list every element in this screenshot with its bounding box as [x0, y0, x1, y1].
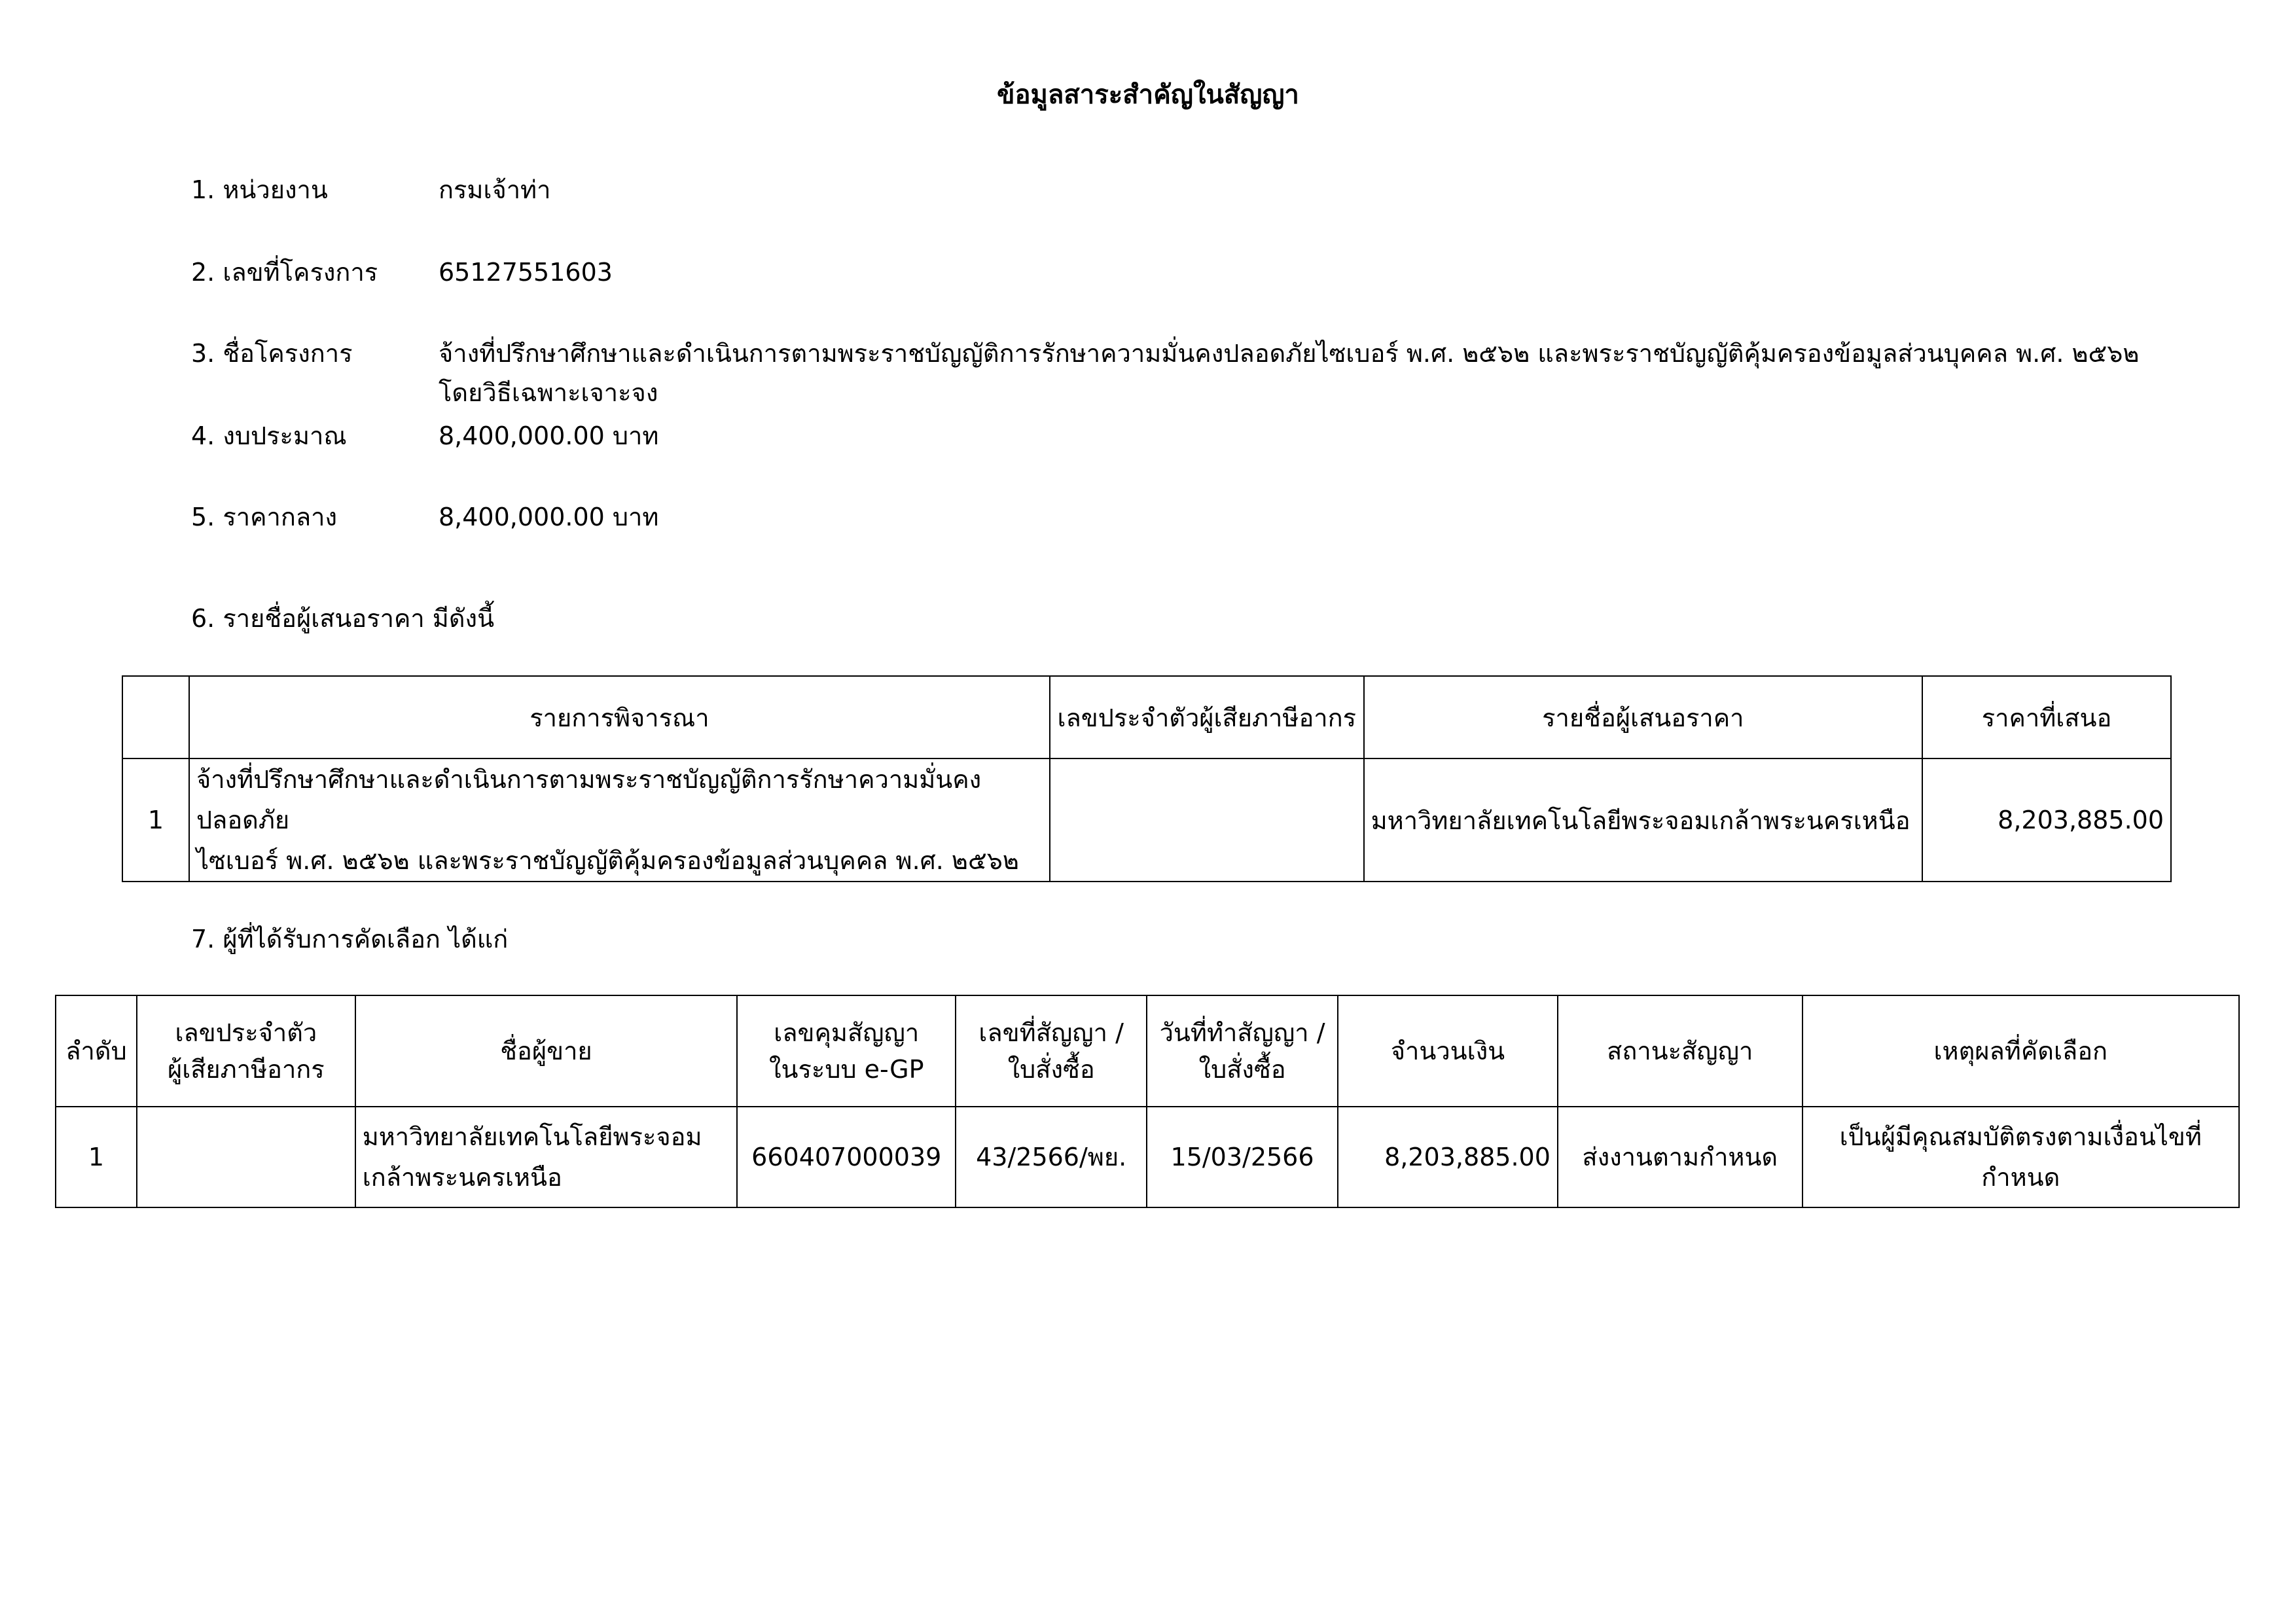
- cell-status: ส่งงานตามกำหนด: [1558, 1107, 1803, 1207]
- column-header-contract-no: [956, 995, 1147, 1107]
- column-header-bidder: รายชื่อผู้เสนอราคา: [1364, 676, 1922, 758]
- field-label: 2. เลขที่โครงการ: [191, 258, 378, 287]
- cell-item-line2: ไซเบอร์ พ.ศ. ๒๕๖๒ และพระราชบัญญัติคุ้มครองข้อมูลส่วนบุคคล พ.ศ. ๒๕๖๒: [196, 846, 1019, 875]
- column-header-contract-date: [1147, 995, 1338, 1107]
- field-label: 4. งบประมาณ: [191, 421, 347, 450]
- cell-contract-no: 43/2566/พย.: [956, 1107, 1147, 1207]
- column-header-no: [122, 676, 189, 758]
- table-header-row: [56, 995, 2239, 1107]
- field-value-line2: โดยวิธีเฉพาะเจาะจง: [439, 378, 658, 407]
- header-line: ผู้เสียภาษีอากร: [167, 1055, 325, 1084]
- cell-contract-date: 15/03/2566: [1147, 1107, 1338, 1207]
- header-line: ในระบบ e-GP: [768, 1055, 924, 1084]
- column-header-amount: จำนวนเงิน: [1338, 995, 1558, 1107]
- cell-egp: 660407000039: [737, 1107, 956, 1207]
- table-row: [56, 1107, 2239, 1207]
- header-line: เลขที่สัญญา /: [978, 1018, 1124, 1047]
- field-value: 65127551603: [439, 258, 613, 287]
- header-line: เลขประจำตัว: [175, 1018, 317, 1047]
- column-header-item: รายการพิจารณา: [189, 676, 1050, 758]
- cell-reason: เป็นผู้มีคุณสมบัติตรงตามเงื่อนไขที่กำหนด: [1803, 1107, 2239, 1207]
- field-value: กรมเจ้าท่า: [439, 175, 551, 204]
- cell-no: 1: [122, 758, 189, 882]
- header-line: ใบสั่งซื้อ: [1007, 1055, 1095, 1084]
- column-header-egp: [737, 995, 956, 1107]
- bidders-table: [122, 675, 2172, 882]
- cell-item-line1: จ้างที่ปรึกษาศึกษาและดำเนินการตามพระราชบัญญัติการรักษาความมั่นคงปลอดภัย: [196, 765, 982, 834]
- column-header-seller: ชื่อผู้ขาย: [355, 995, 738, 1107]
- column-header-no: ลำดับ: [56, 995, 137, 1107]
- winner-heading: 7. ผู้ที่ได้รับการคัดเลือก ได้แก่: [191, 925, 509, 954]
- cell-seller-line2: เกล้าพระนครเหนือ: [362, 1163, 562, 1192]
- column-header-tax-id: [137, 995, 355, 1107]
- table-row: [122, 758, 2171, 882]
- field-value: 8,400,000.00 บาท: [439, 421, 659, 450]
- bidders-heading: 6. รายชื่อผู้เสนอราคา มีดังนี้: [191, 604, 495, 633]
- document-title: ข้อมูลสาระสำคัญในสัญญา: [997, 80, 1299, 110]
- cell-seller-line1: มหาวิทยาลัยเทคโนโลยีพระจอม: [362, 1122, 702, 1151]
- cell-price: 8,203,885.00: [1922, 758, 2171, 882]
- header-line: วันที่ทำสัญญา /: [1159, 1018, 1325, 1047]
- field-label: 5. ราคากลาง: [191, 503, 338, 531]
- cell-amount: 8,203,885.00: [1338, 1107, 1558, 1207]
- header-line: เลขคุมสัญญา: [774, 1018, 920, 1047]
- cell-seller: [355, 1107, 738, 1207]
- cell-tax-id: [137, 1107, 355, 1207]
- field-label: 3. ชื่อโครงการ: [191, 339, 353, 368]
- field-value: จ้างที่ปรึกษาศึกษาและดำเนินการตามพระราชบัญญัติการรักษาความมั่นคงปลอดภัยไซเบอร์ พ.ศ. ๒๕๖๒ และพระราชบัญญัติคุ้มครองข้อมูลส่วนบุคคล พ.ศ. ๒๕๖๒: [439, 339, 2140, 368]
- cell-tax-id: [1050, 758, 1364, 882]
- column-header-status: สถานะสัญญา: [1558, 995, 1803, 1107]
- cell-bidder: มหาวิทยาลัยเทคโนโลยีพระจอมเกล้าพระนครเหนือ: [1364, 758, 1922, 882]
- field-value: 8,400,000.00 บาท: [439, 503, 659, 531]
- field-label: 1. หน่วยงาน: [191, 175, 328, 204]
- header-line: ใบสั่งซื้อ: [1198, 1055, 1286, 1084]
- table-header-row: [122, 676, 2171, 758]
- column-header-price: ราคาที่เสนอ: [1922, 676, 2171, 758]
- cell-no: 1: [56, 1107, 137, 1207]
- column-header-tax-id: เลขประจำตัวผู้เสียภาษีอากร: [1050, 676, 1364, 758]
- winner-table: [55, 995, 2240, 1208]
- column-header-reason: เหตุผลที่คัดเลือก: [1803, 995, 2239, 1107]
- cell-item: [189, 758, 1050, 882]
